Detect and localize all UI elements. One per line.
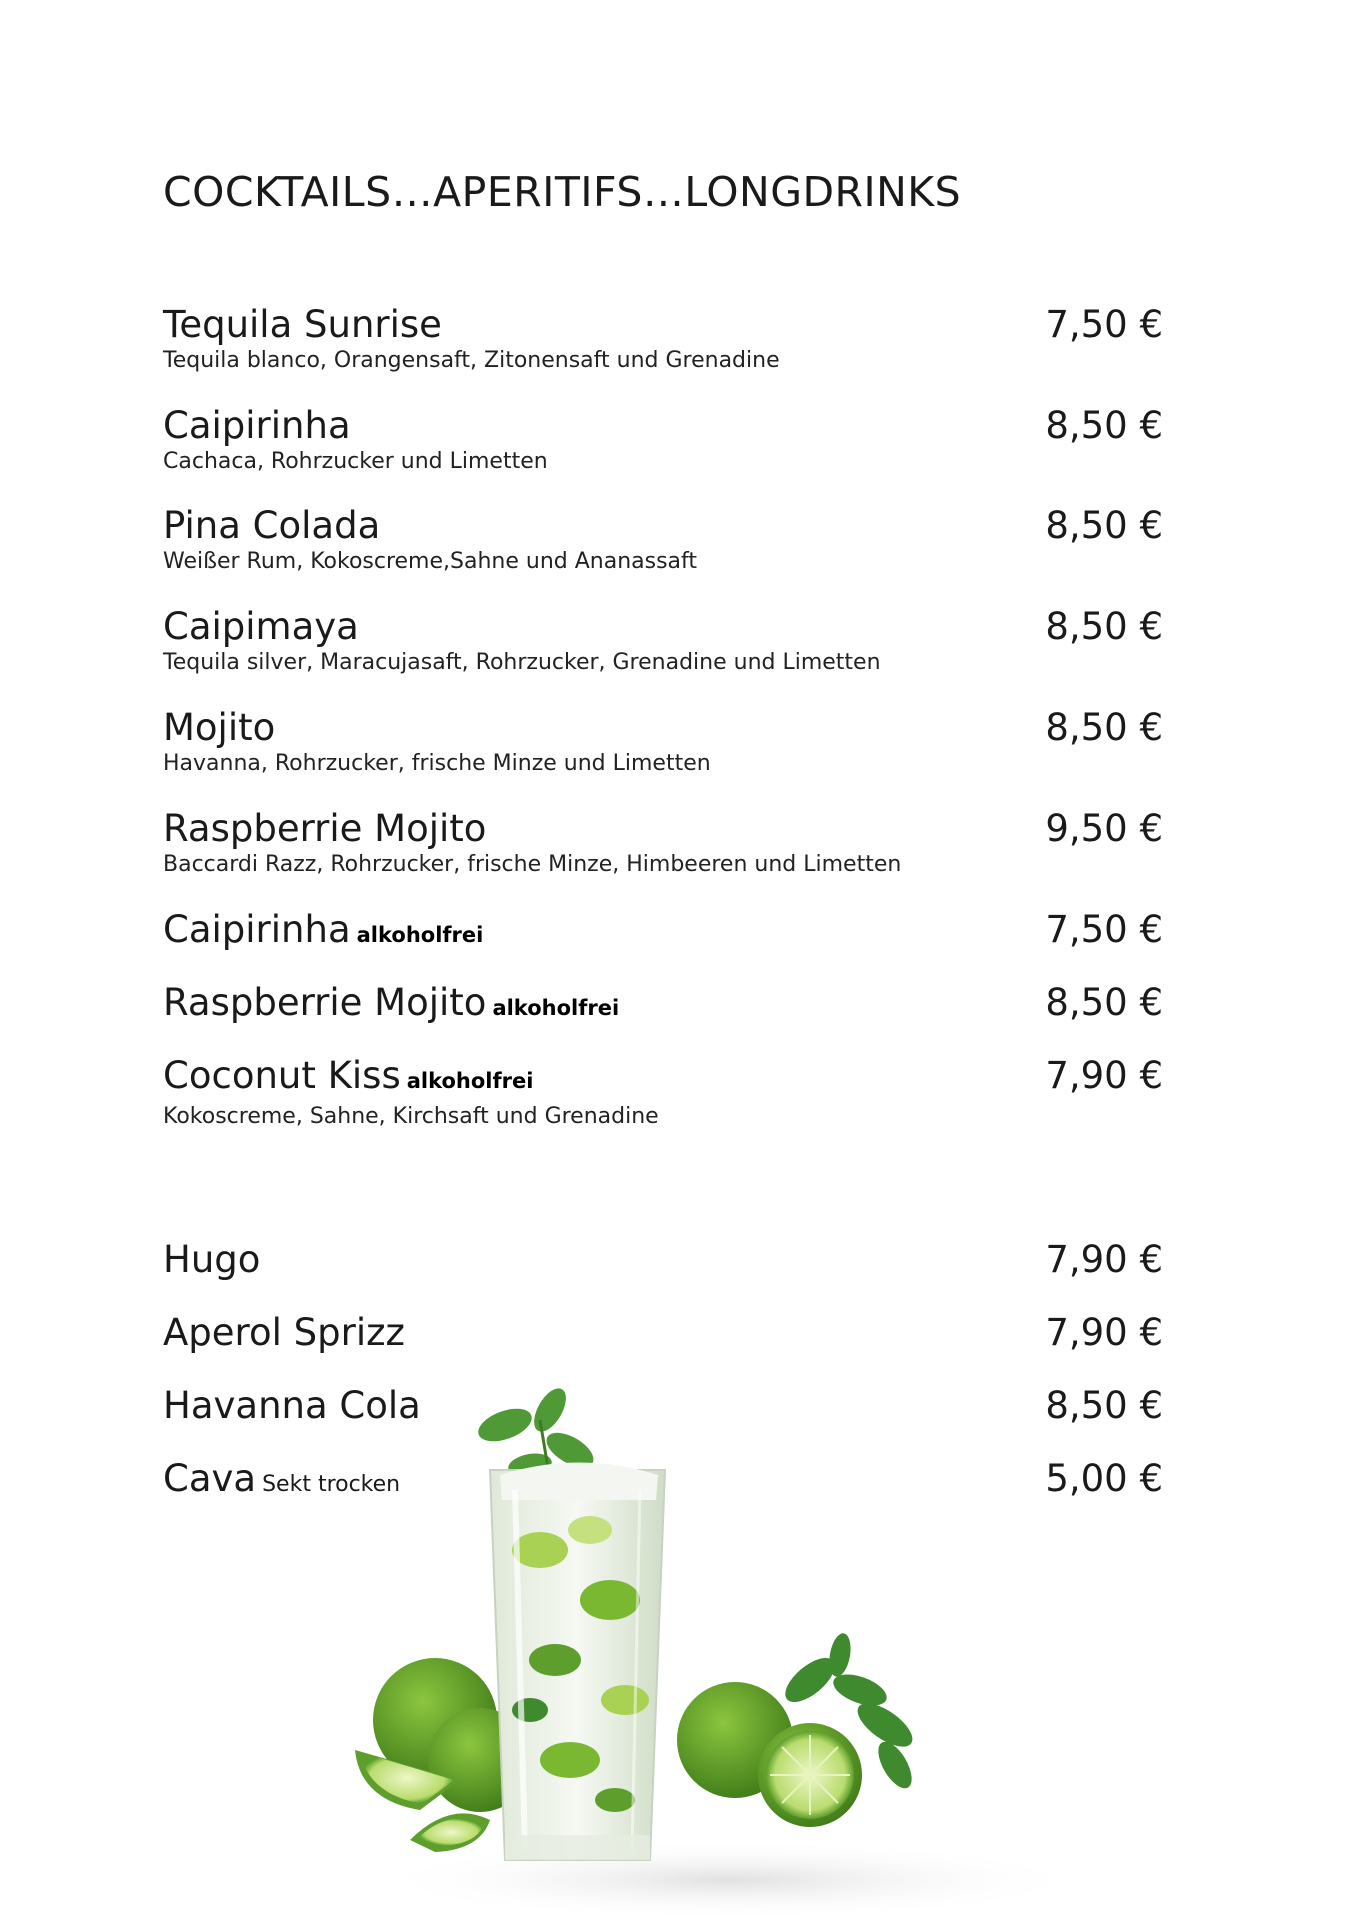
item-price: 5,00 € bbox=[1045, 1457, 1163, 1500]
item-price: 7,90 € bbox=[1045, 1054, 1163, 1097]
menu-item bbox=[163, 981, 1163, 1030]
item-name: Cava bbox=[163, 1457, 257, 1500]
item-note: Sekt trocken bbox=[262, 1472, 401, 1497]
item-price: 8,50 € bbox=[1045, 504, 1163, 547]
item-name: Aperol Sprizz bbox=[163, 1311, 405, 1354]
item-description: Baccardi Razz, Rohrzucker, frische Minze, Himbeeren und Limetten bbox=[163, 852, 902, 877]
menu-item bbox=[163, 1054, 1163, 1131]
item-name: Caipirinha bbox=[163, 908, 351, 951]
item-name: Hugo bbox=[163, 1238, 261, 1281]
menu-item bbox=[163, 1311, 1163, 1355]
item-description: Cachaca, Rohrzucker und Limetten bbox=[163, 449, 548, 474]
menu-title: COCKTAILS…APERITIFS…LONGDRINKS bbox=[163, 168, 962, 216]
item-price: 7,90 € bbox=[1045, 1238, 1163, 1281]
item-price: 7,50 € bbox=[1045, 908, 1163, 951]
item-name: Pina Colada bbox=[163, 504, 381, 547]
item-name: Havanna Cola bbox=[163, 1384, 421, 1427]
item-description: Weißer Rum, Kokoscreme,Sahne und Ananassaft bbox=[163, 549, 698, 574]
item-name: Caipimaya bbox=[163, 605, 359, 648]
item-description: Tequila blanco, Orangensaft, Zitonensaft und Grenadine bbox=[163, 348, 780, 373]
item-price: 8,50 € bbox=[1045, 706, 1163, 749]
menu-item bbox=[163, 1238, 1163, 1282]
menu-item bbox=[163, 605, 1163, 677]
item-name: Raspberrie Mojito bbox=[163, 981, 487, 1024]
item-name: Mojito bbox=[163, 706, 276, 749]
item-note: alkoholfrei bbox=[356, 923, 484, 947]
item-description: Havanna, Rohrzucker, frische Minze und Limetten bbox=[163, 751, 711, 776]
item-price: 8,50 € bbox=[1045, 404, 1163, 447]
item-name: Caipirinha bbox=[163, 404, 351, 447]
menu-item bbox=[163, 706, 1163, 778]
menu-item bbox=[163, 504, 1163, 576]
item-price: 7,90 € bbox=[1045, 1311, 1163, 1354]
item-price: 8,50 € bbox=[1045, 1384, 1163, 1427]
item-note: alkoholfrei bbox=[406, 1069, 534, 1093]
item-name: Tequila Sunrise bbox=[163, 303, 442, 346]
item-note: alkoholfrei bbox=[492, 996, 620, 1020]
menu-item bbox=[163, 807, 1163, 879]
menu-item bbox=[163, 404, 1163, 476]
item-price: 7,50 € bbox=[1045, 303, 1163, 346]
item-price: 8,50 € bbox=[1045, 981, 1163, 1024]
item-price: 9,50 € bbox=[1045, 807, 1163, 850]
item-description: Kokoscreme, Sahne, Kirchsaft und Grenadine bbox=[163, 1104, 659, 1129]
item-name: Raspberrie Mojito bbox=[163, 807, 487, 850]
item-name: Coconut Kiss bbox=[163, 1054, 401, 1097]
item-price: 8,50 € bbox=[1045, 605, 1163, 648]
item-description: Tequila silver, Maracujasaft, Rohrzucker, Grenadine und Limetten bbox=[163, 650, 881, 675]
mojito-glass-with-limes-icon bbox=[340, 1380, 1120, 1920]
menu-item bbox=[163, 908, 1163, 957]
menu-item bbox=[163, 303, 1163, 375]
